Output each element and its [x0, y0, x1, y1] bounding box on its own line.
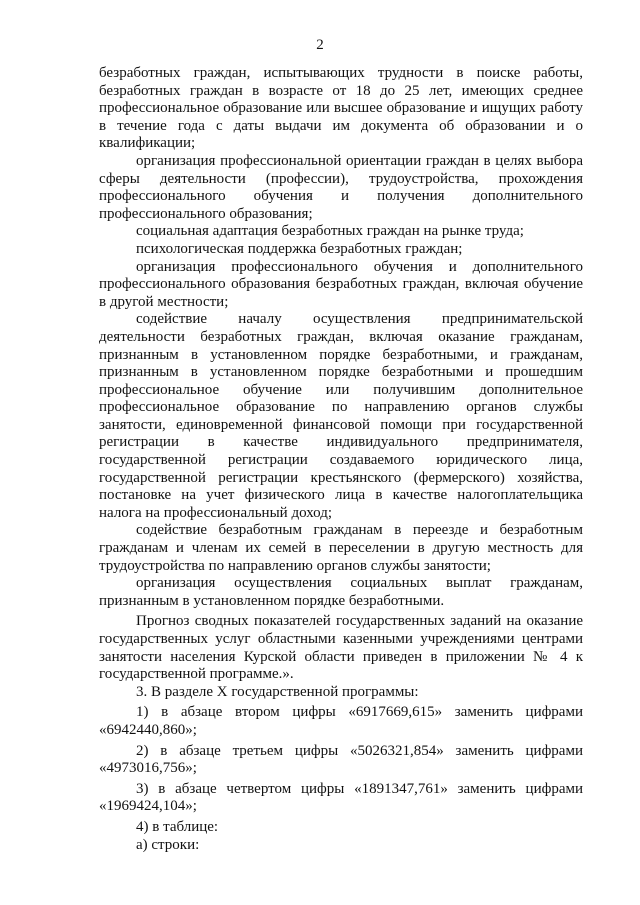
paragraph-social-payments: организация осуществления социальных выплат гражданам, признанным в установленном порядке безработными.	[99, 575, 583, 609]
paragraph-amendment-3: 3) в абзаце четвертом цифры «1891347,761» заменить цифрами «1969424,104»;	[99, 780, 583, 815]
paragraph-career-guidance: организация профессиональной ориентации граждан в целях выбора сферы деятельности (профессии), трудоустройства, прохождения профессионального обучения и получения дополнительного профессионального образования;	[99, 152, 583, 222]
paragraph-rows-heading: а) строки:	[136, 836, 200, 853]
paragraph-forecast: Прогноз сводных показателей государственных заданий на оказание государственных услуг областными казенными учреждениями центрами занятости населения Курской области приведен в приложении № 4 к государственной программе.».	[99, 613, 583, 683]
paragraph-social-adaptation: социальная адаптация безработных граждан на рынке труда;	[136, 223, 524, 240]
paragraph-amendment-2: 2) в абзаце третьем цифры «5026321,854» заменить цифрами «4973016,756»;	[99, 742, 583, 777]
paragraph-entrepreneurship-support: содействие началу осуществления предпринимательской деятельности безработных граждан, включая оказание гражданам, признанным в установленном порядке безработными, и гражданам, признанным в установленном порядке безработными и прошедшим профессиональное обучение или получившим дополнительное профессиональное образование по направлению органов службы занятости, единовременной финансовой помощи при государственной регистрации в качестве индивидуального предпринимателя, государственной регистрации создаваемого юридического лица, государственной регистрации крестьянского (фермерского) хозяйства, постановке на учет физического лица в качестве налогоплательщика налога на профессиональный доход;	[99, 311, 583, 521]
paragraph-psychological-support: психологическая поддержка безработных граждан;	[136, 240, 463, 257]
paragraph-amendment-1: 1) в абзаце втором цифры «6917669,615» заменить цифрами «6942440,860»;	[99, 704, 583, 738]
paragraph-relocation-support: содействие безработным гражданам в переезде и безработным гражданам и членам их семей в переселении в другую местность для трудоустройства по направлению органов службы занятости;	[99, 522, 583, 574]
paragraph-table-heading: 4) в таблице:	[136, 818, 219, 835]
paragraph-continuation: безработных граждан, испытывающих трудности в поиске работы, безработных граждан в возрасте от 18 до 25 лет, имеющих среднее профессиональное образование или высшее образование и ищущих работу в течение года с даты выдачи им документа об образовании и о квалификации;	[99, 65, 583, 152]
paragraph-section-x: 3. В разделе X государственной программы:	[136, 683, 419, 700]
paragraph-vocational-training: организация профессионального обучения и дополнительного профессионального образования безработных граждан, включая обучение в другой местности;	[99, 258, 583, 310]
page-number: 2	[316, 37, 324, 53]
document-body	[99, 65, 583, 854]
